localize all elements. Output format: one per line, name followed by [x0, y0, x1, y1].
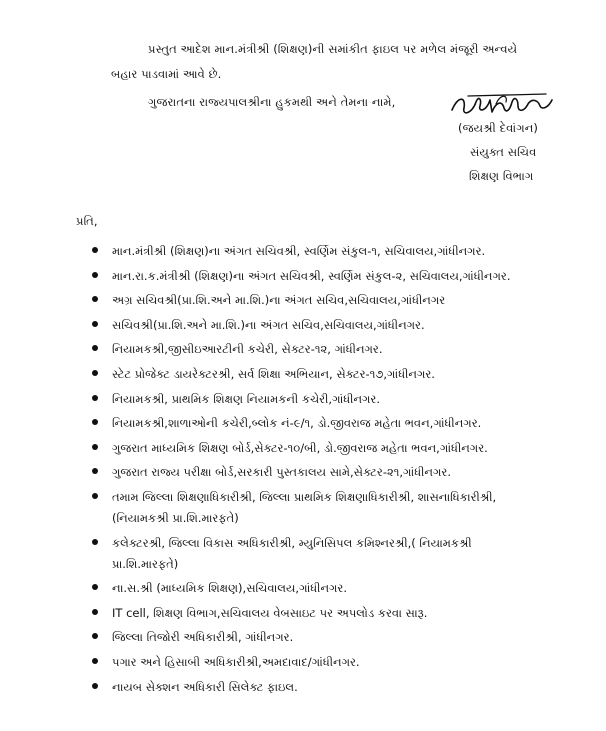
- order-paragraph-line1: પ્રસ્તુત આદેશ માન.મંત્રીશ્રી (શિક્ષણ)ની સમાંકીત ફાઇલ પર મળેલ મંજૂરી અન્વયે: [148, 42, 518, 56]
- list-item: ગુજરાત રાજ્ય પરીક્ષા બોર્ડ,સરકારી પુસ્તકાલય સામે,સેક્ટર-૨૧,ગાંધીનગર.: [92, 465, 597, 479]
- list-item: માન.રા.ક.મંત્રીશ્રી (શિક્ષણ)ના અંગત સચિવશ્રી, સ્વર્ણિમ સંકુલ-૨, સચિવાલય,ગાંધીનગર.: [92, 269, 597, 283]
- list-item: નિયામકશ્રી, પ્રાથમિક શિક્ષણ નિયામકની કચેરી,ગાંધીનગર.: [92, 392, 597, 406]
- list-item: સચિવશ્રી(પ્રા.શિ.અને મા.શિ.)ના અંગત સચિવ,સચિવાલય,ગાંધીનગર.: [92, 318, 597, 332]
- bullet-icon: [92, 683, 98, 689]
- bullet-icon: [92, 296, 98, 302]
- bullet-icon: [92, 370, 98, 376]
- bullet-icon: [92, 345, 98, 351]
- bullet-icon: [92, 658, 98, 664]
- bullet-icon: [92, 633, 98, 639]
- list-item: નિયામકશ્રી,શાળાઓની કચેરી,બ્લોક નં-૯/૧, ડો.જીવરાજ મહેતા ભવન,ગાંધીનગર.: [92, 416, 597, 430]
- bullet-icon: [92, 444, 98, 450]
- list-item: જિલ્લા તિજોરી અધિકારીશ્રી, ગાંધીનગર.: [92, 630, 597, 644]
- bullet-icon: [92, 419, 98, 425]
- governor-order-line: ગુજરાતના રાજ્યપાલશ્રીના હુકમથી અને તેમના નામે,: [148, 95, 396, 109]
- list-item: માન.મંત્રીશ્રી (શિક્ષણ)ના અંગત સચિવશ્રી, સ્વર્ણિમ સંકુલ-૧, સચિવાલય,ગાંધીનગર.: [92, 244, 597, 258]
- bullet-icon: [92, 493, 98, 499]
- signatory-name: (જયશ્રી દેવાંગન): [458, 121, 538, 135]
- list-item: પગાર અને હિસાબી અધિકારીશ્રી,અમદાવાદ/ગાંધીનગર.: [92, 655, 597, 669]
- bullet-icon: [92, 468, 98, 474]
- handwritten-signature: [448, 90, 558, 120]
- list-item: તમામ જિલ્લા શિક્ષણાધિકારીશ્રી, જિલ્લા પ્રાથમિક શિક્ષણાધિકારીશ્રી, શાસનાધિકારીશ્રી, (નિયામકશ્રી પ્રા.શિ.મારફતે): [92, 490, 597, 525]
- bullet-icon: [92, 539, 98, 545]
- bullet-icon: [92, 321, 98, 327]
- bullet-icon: [92, 584, 98, 590]
- order-paragraph-line2: બહાર પાડવામાં આવે છે.: [111, 67, 222, 81]
- recipient-list: [92, 244, 597, 704]
- list-item: નાયબ સેક્શન અધિકારી સિલેક્ટ ફાઇલ.: [92, 680, 597, 694]
- list-item: કલેક્ટરશ્રી, જિલ્લા વિકાસ અધિકારીશ્રી, મ્યુનિસિપલ કમિશ્નરશ્રી,( નિયામકશ્રી પ્રા.શિ.મારફતે): [92, 536, 597, 571]
- signatory-designation: સંયુક્ત સચિવ: [470, 145, 537, 159]
- list-item: અગ્ર સચિવશ્રી(પ્રા.શિ.અને મા.શિ.)ના અંગત સચિવ,સચિવાલય,ગાંધીનગર: [92, 293, 597, 307]
- list-item: ગુજરાત માધ્યમિક શિક્ષણ બોર્ડ,સેક્ટર-૧૦/બી, ડો.જીવરાજ મહેતા ભવન,ગાંધીનગર.: [92, 441, 597, 455]
- to-label: પ્રતિ,: [76, 214, 98, 228]
- bullet-icon: [92, 609, 98, 615]
- list-item: નિયામકશ્રી,જીસીઇઆરટીની કચેરી, સેક્ટર-૧૨, ગાંધીનગર.: [92, 342, 597, 356]
- list-item: ના.સ.શ્રી (માધ્યમિક શિક્ષણ),સચિવાલય,ગાંધીનગર.: [92, 581, 597, 595]
- list-item: IT cell, શિક્ષણ વિભાગ,સચિવાલય વેબસાઇટ પર અપલોડ કરવા સારૂ.: [92, 606, 597, 620]
- list-item: સ્ટેટ પ્રોજેક્ટ ડાયરેક્ટરશ્રી, સર્વ શિક્ષા અભિયાન, સેક્ટર-૧૭,ગાંધીનગર.: [92, 367, 597, 381]
- bullet-icon: [92, 395, 98, 401]
- bullet-icon: [92, 247, 98, 253]
- bullet-icon: [92, 272, 98, 278]
- signatory-department: શિક્ષણ વિભાગ: [469, 169, 534, 183]
